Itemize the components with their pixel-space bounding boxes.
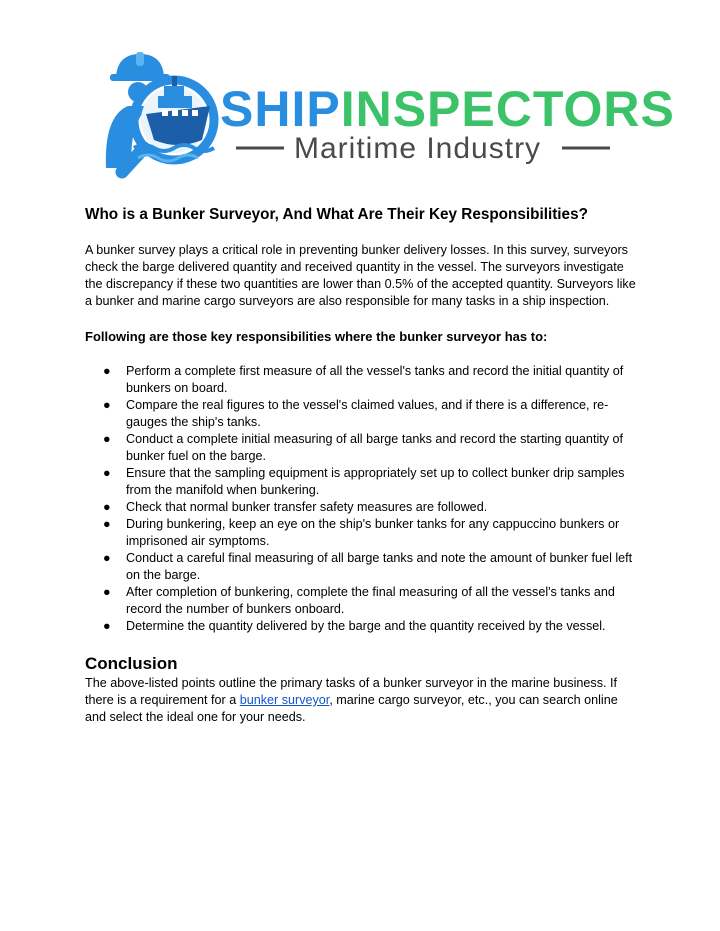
logo-tagline: Maritime Industry [294,132,542,165]
list-item-text: After completion of bunkering, complete the final measuring of all the vessel's tanks and record the number of bunkers onboard. [126,585,615,616]
list-item-text: Ensure that the sampling equipment is appropriately set up to collect bunker drip samples from the manifold when bunkering. [126,466,625,497]
list-item-text: Perform a complete first measure of all the vessel's tanks and record the initial quantity of bunkers on board. [126,364,624,395]
list-item [85,465,640,499]
conclusion-paragraph [85,675,640,726]
bullet-icon: ● [103,466,111,480]
bullet-icon: ● [103,585,111,599]
conclusion-text-after: , marine cargo surveyor, etc., you can search online and select the ideal one for your needs. [85,693,618,724]
responsibilities-list [85,363,640,635]
list-item-text: Compare the real figures to the vessel's claimed values, and if there is a difference, re-gauges the ship's tanks. [126,398,609,429]
svg-text:SHIPINSPECTORS [220,81,675,137]
list-item-text: Conduct a complete initial measuring of all barge tanks and record the starting quantity of bunker fuel on the barge. [126,432,624,463]
brand-inspectors: INSPECTORS [340,81,675,137]
list-item [85,431,640,465]
list-item [85,584,640,618]
ship-inspector-logo-icon [106,52,214,172]
list-item-text: Check that normal bunker transfer safety measures are followed. [126,500,488,514]
list-item-text: Conduct a careful final measuring of all barge tanks and note the amount of bunker fuel left on the barge. [126,551,633,582]
list-item [85,618,640,635]
bullet-icon: ● [103,398,111,412]
bullet-icon: ● [103,619,111,633]
bullet-icon: ● [103,500,111,514]
list-item [85,397,640,431]
list-item [85,550,640,584]
list-item [85,499,640,516]
intro-paragraph: A bunker survey plays a critical role in preventing bunker delivery losses. In this survey, surveyors check the barge delivered quantity and received quantity in the vessel. The surveyors investigate the discrepancy if these two quantities are lower than 0.5% of the accepted quantity. Surveyors like a bunker and marine cargo surveyors are also responsible for many tasks in a ship inspection. [85,243,636,308]
bullet-icon: ● [103,517,111,531]
bunker-surveyor-link[interactable]: bunker surveyor [239,693,330,707]
bullet-icon: ● [103,364,111,378]
bullet-icon: ● [103,551,111,565]
list-item-text: During bunkering, keep an eye on the ship's bunker tanks for any cappuccino bunkers or imprisoned air symptoms. [126,517,620,548]
conclusion-heading: Conclusion [85,654,178,673]
ship-inspectors-logo [88,48,675,178]
list-item-text: Determine the quantity delivered by the barge and the quantity received by the vessel. [126,619,606,633]
list-item [85,516,640,550]
bullet-icon: ● [103,432,111,446]
responsibilities-heading: Following are those key responsibilities where the bunker surveyor has to: [85,329,548,344]
brand-ship: SHIP [220,81,341,137]
article-title: Who is a Bunker Surveyor, And What Are Their Key Responsibilities? [85,206,588,223]
conclusion-text-before: The above-listed points outline the primary tasks of a bunker surveyor in the marine business. If there is a requirement for a [85,676,617,707]
list-item [85,363,640,397]
article [85,205,640,726]
